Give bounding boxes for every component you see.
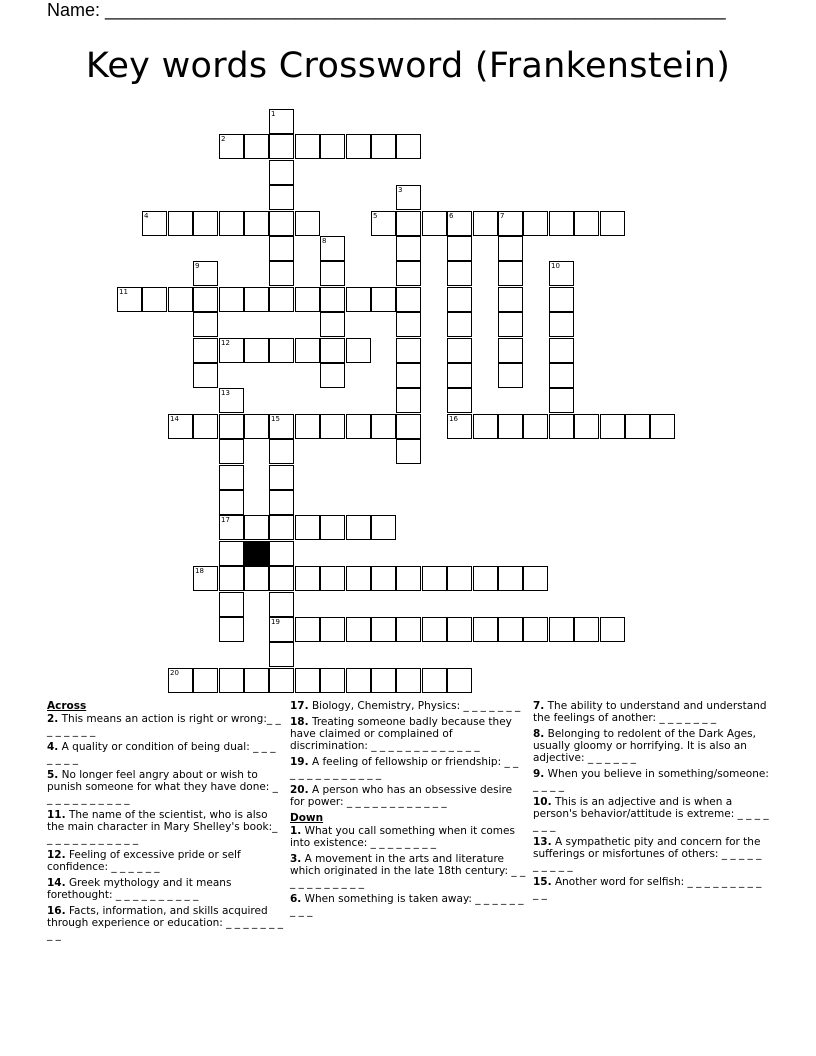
crossword-cell[interactable] <box>269 261 294 286</box>
clue-number: 9 <box>195 262 200 270</box>
crossword-cell[interactable] <box>244 211 269 236</box>
crossword-cell[interactable] <box>244 414 269 439</box>
crossword-cell[interactable] <box>142 211 167 236</box>
crossword-cell[interactable] <box>142 287 167 312</box>
crossword-cell[interactable] <box>193 338 218 363</box>
crossword-cell[interactable] <box>650 414 675 439</box>
crossword-cell[interactable] <box>422 668 447 693</box>
crossword-cell[interactable] <box>346 287 371 312</box>
crossword-cell[interactable] <box>447 617 472 642</box>
crossword-cell[interactable] <box>168 211 193 236</box>
crossword-cell[interactable] <box>320 566 345 591</box>
crossword-cell[interactable] <box>269 515 294 540</box>
crossword-cell[interactable] <box>269 541 294 566</box>
clue-item <box>290 700 526 712</box>
crossword-cell[interactable] <box>193 287 218 312</box>
clue-item-number: 14. <box>47 877 66 889</box>
crossword-cell[interactable] <box>447 338 472 363</box>
crossword-cell[interactable] <box>447 287 472 312</box>
crossword-cell[interactable] <box>219 668 244 693</box>
crossword-cell[interactable] <box>244 566 269 591</box>
crossword-cell[interactable] <box>320 287 345 312</box>
crossword-cell[interactable] <box>219 338 244 363</box>
crossword-cell[interactable] <box>549 312 574 337</box>
clue-column-3 <box>533 700 769 904</box>
clue-number: 3 <box>398 186 403 194</box>
crossword-cell[interactable] <box>371 414 396 439</box>
clue-number: 10 <box>551 262 560 270</box>
crossword-cell[interactable] <box>371 134 396 159</box>
clue-item-number: 3. <box>290 853 302 865</box>
clue-item-number: 11. <box>47 809 66 821</box>
crossword-cell[interactable] <box>295 338 320 363</box>
clue-item <box>47 905 283 941</box>
crossword-cell[interactable] <box>295 211 320 236</box>
crossword-cell[interactable] <box>396 439 421 464</box>
crossword-cell[interactable] <box>549 211 574 236</box>
clue-item-number: 12. <box>47 849 66 861</box>
clue-item-text: A quality or condition of being dual: _ _ _ _ _ _ _ <box>47 741 276 765</box>
clue-number: 19 <box>271 618 280 626</box>
clue-item-text: A person who has an obsessive desire for power: _ _ _ _ _ _ _ _ _ _ _ _ <box>290 784 513 808</box>
crossword-cell[interactable] <box>574 414 599 439</box>
clue-item-number: 16. <box>47 905 66 917</box>
crossword-cell[interactable] <box>498 211 523 236</box>
clue-item-text: The name of the scientist, who is also the main character in Mary Shelley's book:_ _ _ _ _ _ _ _ _ _ _ _ <box>47 809 278 845</box>
crossword-cell[interactable] <box>574 211 599 236</box>
crossword-cell[interactable] <box>320 134 345 159</box>
clue-item-number: 10. <box>533 796 552 808</box>
crossword-cell[interactable] <box>193 312 218 337</box>
crossword-cell[interactable] <box>269 465 294 490</box>
crossword-cell[interactable] <box>295 668 320 693</box>
crossword-cell[interactable] <box>396 363 421 388</box>
clue-item-text: When something is taken away: _ _ _ _ _ _ _ _ _ <box>290 893 524 917</box>
crossword-cell[interactable] <box>396 338 421 363</box>
crossword-cell[interactable] <box>219 134 244 159</box>
crossword-cell[interactable] <box>269 668 294 693</box>
crossword-cell[interactable] <box>295 566 320 591</box>
crossword-cell[interactable] <box>498 261 523 286</box>
crossword-cell[interactable] <box>447 261 472 286</box>
crossword-cell[interactable] <box>498 566 523 591</box>
clue-number: 1 <box>271 110 276 118</box>
crossword-cell[interactable] <box>269 566 294 591</box>
crossword-cell[interactable] <box>346 668 371 693</box>
clue-item-text: Treating someone badly because they have claimed or complained of discrimination: _ _ _ _ _ _ _ _ _ _ _ _ _ <box>290 716 512 752</box>
crossword-cell[interactable] <box>193 414 218 439</box>
crossword-cell[interactable] <box>498 414 523 439</box>
crossword-cell[interactable] <box>473 211 498 236</box>
black-square <box>244 541 269 566</box>
clue-item-text: What you call something when it comes into existence: _ _ _ _ _ _ _ _ <box>290 825 515 849</box>
crossword-cell[interactable] <box>219 388 244 413</box>
clue-number: 4 <box>144 212 149 220</box>
clue-number: 15 <box>271 415 280 423</box>
clue-item-text: Facts, information, and skills acquired through experience or education: _ _ _ _ _ _ _ _ _ <box>47 905 283 941</box>
crossword-cell[interactable] <box>244 668 269 693</box>
crossword-cell[interactable] <box>549 363 574 388</box>
crossword-cell[interactable] <box>371 668 396 693</box>
clue-item-text: This is an adjective and is when a person's behavior/attitude is extreme: _ _ _ _ _ _ _ <box>533 796 769 832</box>
crossword-cell[interactable] <box>600 617 625 642</box>
crossword-cell[interactable] <box>396 388 421 413</box>
crossword-cell[interactable] <box>447 414 472 439</box>
clue-item-text: The ability to understand and understand the feelings of another: _ _ _ _ _ _ _ <box>533 700 767 724</box>
crossword-cell[interactable] <box>625 414 650 439</box>
clue-item-number: 13. <box>533 836 552 848</box>
crossword-cell[interactable] <box>244 515 269 540</box>
crossword-cell[interactable] <box>244 134 269 159</box>
crossword-cell[interactable] <box>219 566 244 591</box>
crossword-cell[interactable] <box>396 668 421 693</box>
clue-column-1 <box>47 700 283 945</box>
crossword-cell[interactable] <box>473 414 498 439</box>
crossword-cell[interactable] <box>422 566 447 591</box>
clue-item-text: This means an action is right or wrong:_ _ _ _ _ _ _ _ <box>47 713 281 737</box>
crossword-cell[interactable] <box>396 287 421 312</box>
crossword-cell[interactable] <box>549 617 574 642</box>
crossword-cell[interactable] <box>498 363 523 388</box>
crossword-cell[interactable] <box>320 515 345 540</box>
clue-item-text: Greek mythology and it means forethought: _ _ _ _ _ _ _ _ _ _ <box>47 877 232 901</box>
crossword-cell[interactable] <box>447 388 472 413</box>
crossword-cell[interactable] <box>193 363 218 388</box>
clue-number: 20 <box>170 669 179 677</box>
clue-item-text: Belonging to redolent of the Dark Ages, usually gloomy or horrifying. It is also an adjective: _ _ _ _ _ _ <box>533 728 756 764</box>
crossword-cell[interactable] <box>371 566 396 591</box>
clue-number: 13 <box>221 389 230 397</box>
clue-item-number: 1. <box>290 825 302 837</box>
crossword-cell[interactable] <box>346 617 371 642</box>
crossword-cell[interactable] <box>396 566 421 591</box>
clue-item <box>290 716 526 752</box>
crossword-cell[interactable] <box>320 668 345 693</box>
crossword-cell[interactable] <box>396 312 421 337</box>
crossword-cell[interactable] <box>498 338 523 363</box>
clue-item-number: 20. <box>290 784 309 796</box>
crossword-cell[interactable] <box>600 211 625 236</box>
crossword-cell[interactable] <box>498 617 523 642</box>
clue-item <box>533 700 769 724</box>
name-line: Name: ______________________________________________________________ <box>47 0 726 20</box>
crossword-cell[interactable] <box>269 236 294 261</box>
clue-number: 14 <box>170 415 179 423</box>
clue-item-number: 2. <box>47 713 59 725</box>
crossword-cell[interactable] <box>523 566 548 591</box>
crossword-cell[interactable] <box>269 287 294 312</box>
clue-item-number: 7. <box>533 700 545 712</box>
crossword-cell[interactable] <box>447 211 472 236</box>
clue-item-number: 6. <box>290 893 302 905</box>
crossword-cell[interactable] <box>219 439 244 464</box>
clue-item-number: 19. <box>290 756 309 768</box>
crossword-cell[interactable] <box>498 236 523 261</box>
clue-item <box>533 728 769 764</box>
clue-item-text: Biology, Chemistry, Physics: _ _ _ _ _ _ _ <box>308 700 521 712</box>
crossword-cell[interactable] <box>523 617 548 642</box>
clue-number: 5 <box>373 212 378 220</box>
clue-item <box>290 825 526 849</box>
crossword-cell[interactable] <box>447 668 472 693</box>
crossword-cell[interactable] <box>219 414 244 439</box>
crossword-cell[interactable] <box>498 287 523 312</box>
clue-item <box>47 849 283 873</box>
clue-item <box>533 796 769 832</box>
crossword-cell[interactable] <box>269 439 294 464</box>
clue-number: 11 <box>119 288 128 296</box>
crossword-cell[interactable] <box>447 566 472 591</box>
crossword-cell[interactable] <box>244 287 269 312</box>
crossword-cell[interactable] <box>396 261 421 286</box>
crossword-cell[interactable] <box>473 566 498 591</box>
clue-item <box>533 876 769 900</box>
clue-section-heading: Down <box>290 812 324 824</box>
clue-number: 7 <box>500 212 505 220</box>
clue-item-number: 18. <box>290 716 309 728</box>
crossword-cell[interactable] <box>295 414 320 439</box>
crossword-cell[interactable] <box>295 287 320 312</box>
clue-item-text: No longer feel angry about or wish to punish someone for what they have done: _ _ _ _ _ _ _ _ _ _ _ <box>47 769 278 805</box>
crossword-cell[interactable] <box>269 211 294 236</box>
crossword-cell[interactable] <box>269 617 294 642</box>
crossword-cell[interactable] <box>396 414 421 439</box>
clue-item <box>533 836 769 872</box>
crossword-cell[interactable] <box>269 185 294 210</box>
clue-number: 2 <box>221 135 226 143</box>
crossword-cell[interactable] <box>269 160 294 185</box>
clue-item <box>290 756 526 780</box>
crossword-cell[interactable] <box>549 338 574 363</box>
crossword-cell[interactable] <box>498 312 523 337</box>
clue-item-text: Feeling of excessive pride or self confidence: _ _ _ _ _ _ <box>47 849 241 873</box>
crossword-cell[interactable] <box>600 414 625 439</box>
clue-item <box>47 713 283 737</box>
crossword-cell[interactable] <box>549 414 574 439</box>
crossword-cell[interactable] <box>193 261 218 286</box>
crossword-cell[interactable] <box>295 515 320 540</box>
crossword-cell[interactable] <box>371 617 396 642</box>
crossword-cell[interactable] <box>371 287 396 312</box>
crossword-cell[interactable] <box>320 363 345 388</box>
crossword-cell[interactable] <box>346 338 371 363</box>
clue-item-text: When you believe in something/someone: _ _ _ _ <box>533 768 769 792</box>
crossword-cell[interactable] <box>244 338 269 363</box>
clue-item <box>290 853 526 889</box>
crossword-cell[interactable] <box>523 211 548 236</box>
crossword-cell[interactable] <box>295 617 320 642</box>
crossword-cell[interactable] <box>168 668 193 693</box>
crossword-cell[interactable] <box>219 490 244 515</box>
crossword-cell[interactable] <box>219 515 244 540</box>
crossword-cell[interactable] <box>117 287 142 312</box>
clue-number: 17 <box>221 516 230 524</box>
crossword-cell[interactable] <box>447 236 472 261</box>
clue-item-text: A sympathetic pity and concern for the sufferings or misfortunes of others: _ _ _ _ _ _ _ _ _ _ <box>533 836 762 872</box>
crossword-cell[interactable] <box>219 287 244 312</box>
crossword-cell[interactable] <box>396 236 421 261</box>
clue-item-number: 9. <box>533 768 545 780</box>
crossword-cell[interactable] <box>320 312 345 337</box>
crossword-cell[interactable] <box>549 261 574 286</box>
crossword-cell[interactable] <box>346 134 371 159</box>
clue-item <box>290 893 526 917</box>
crossword-cell[interactable] <box>320 414 345 439</box>
crossword-cell[interactable] <box>447 363 472 388</box>
crossword-cell[interactable] <box>269 134 294 159</box>
crossword-cell[interactable] <box>219 617 244 642</box>
crossword-cell[interactable] <box>396 211 421 236</box>
clue-item <box>47 769 283 805</box>
crossword-cell[interactable] <box>523 414 548 439</box>
clue-item <box>47 741 283 765</box>
clue-item-number: 15. <box>533 876 552 888</box>
clue-number: 6 <box>449 212 454 220</box>
crossword-cell[interactable] <box>269 338 294 363</box>
crossword-cell[interactable] <box>219 592 244 617</box>
crossword-cell[interactable] <box>371 211 396 236</box>
clue-number: 16 <box>449 415 458 423</box>
clue-item-text: Another word for selfish: _ _ _ _ _ _ _ _ _ _ _ <box>533 876 762 900</box>
crossword-cell[interactable] <box>396 134 421 159</box>
crossword-cell[interactable] <box>396 617 421 642</box>
crossword-cell[interactable] <box>574 617 599 642</box>
crossword-cell[interactable] <box>346 566 371 591</box>
clue-item <box>290 784 526 808</box>
crossword-cell[interactable] <box>447 312 472 337</box>
crossword-cell[interactable] <box>320 261 345 286</box>
clue-section-heading: Across <box>47 700 87 712</box>
crossword-cell[interactable] <box>422 617 447 642</box>
crossword-cell[interactable] <box>269 414 294 439</box>
crossword-cell[interactable] <box>219 465 244 490</box>
clue-item <box>47 877 283 901</box>
crossword-cell[interactable] <box>346 515 371 540</box>
clue-number: 18 <box>195 567 204 575</box>
crossword-cell[interactable] <box>193 211 218 236</box>
clue-number: 12 <box>221 339 230 347</box>
clue-item <box>47 809 283 845</box>
crossword-cell[interactable] <box>320 236 345 261</box>
crossword-cell[interactable] <box>269 642 294 667</box>
crossword-cell[interactable] <box>320 338 345 363</box>
crossword-cell[interactable] <box>346 414 371 439</box>
crossword-cell[interactable] <box>371 515 396 540</box>
crossword-cell[interactable] <box>473 617 498 642</box>
crossword-cell[interactable] <box>168 414 193 439</box>
crossword-cell[interactable] <box>193 668 218 693</box>
clue-item-number: 17. <box>290 700 309 712</box>
crossword-cell[interactable] <box>422 211 447 236</box>
clue-item-number: 8. <box>533 728 545 740</box>
crossword-cell[interactable] <box>269 490 294 515</box>
crossword-cell[interactable] <box>549 388 574 413</box>
clue-column-2 <box>290 700 526 921</box>
crossword-cell[interactable] <box>193 566 218 591</box>
crossword-cell[interactable] <box>295 134 320 159</box>
page-title: Key words Crossword (Frankenstein) <box>85 46 731 86</box>
crossword-cell[interactable] <box>269 592 294 617</box>
clue-item-text: A movement in the arts and literature which originated in the late 18th century: _ _ _ _ _ _ _ _ _ _ _ <box>290 853 526 889</box>
crossword-cell[interactable] <box>320 617 345 642</box>
crossword-cell[interactable] <box>396 185 421 210</box>
crossword-cell[interactable] <box>168 287 193 312</box>
crossword-cell[interactable] <box>269 109 294 134</box>
clue-item-text: A feeling of fellowship or friendship: _ _ _ _ _ _ _ _ _ _ _ _ _ <box>290 756 519 780</box>
crossword-cell[interactable] <box>219 541 244 566</box>
clue-item-number: 5. <box>47 769 59 781</box>
clue-item <box>533 768 769 792</box>
crossword-cell[interactable] <box>219 211 244 236</box>
clue-item-number: 4. <box>47 741 59 753</box>
crossword-cell[interactable] <box>549 287 574 312</box>
clue-number: 8 <box>322 237 327 245</box>
